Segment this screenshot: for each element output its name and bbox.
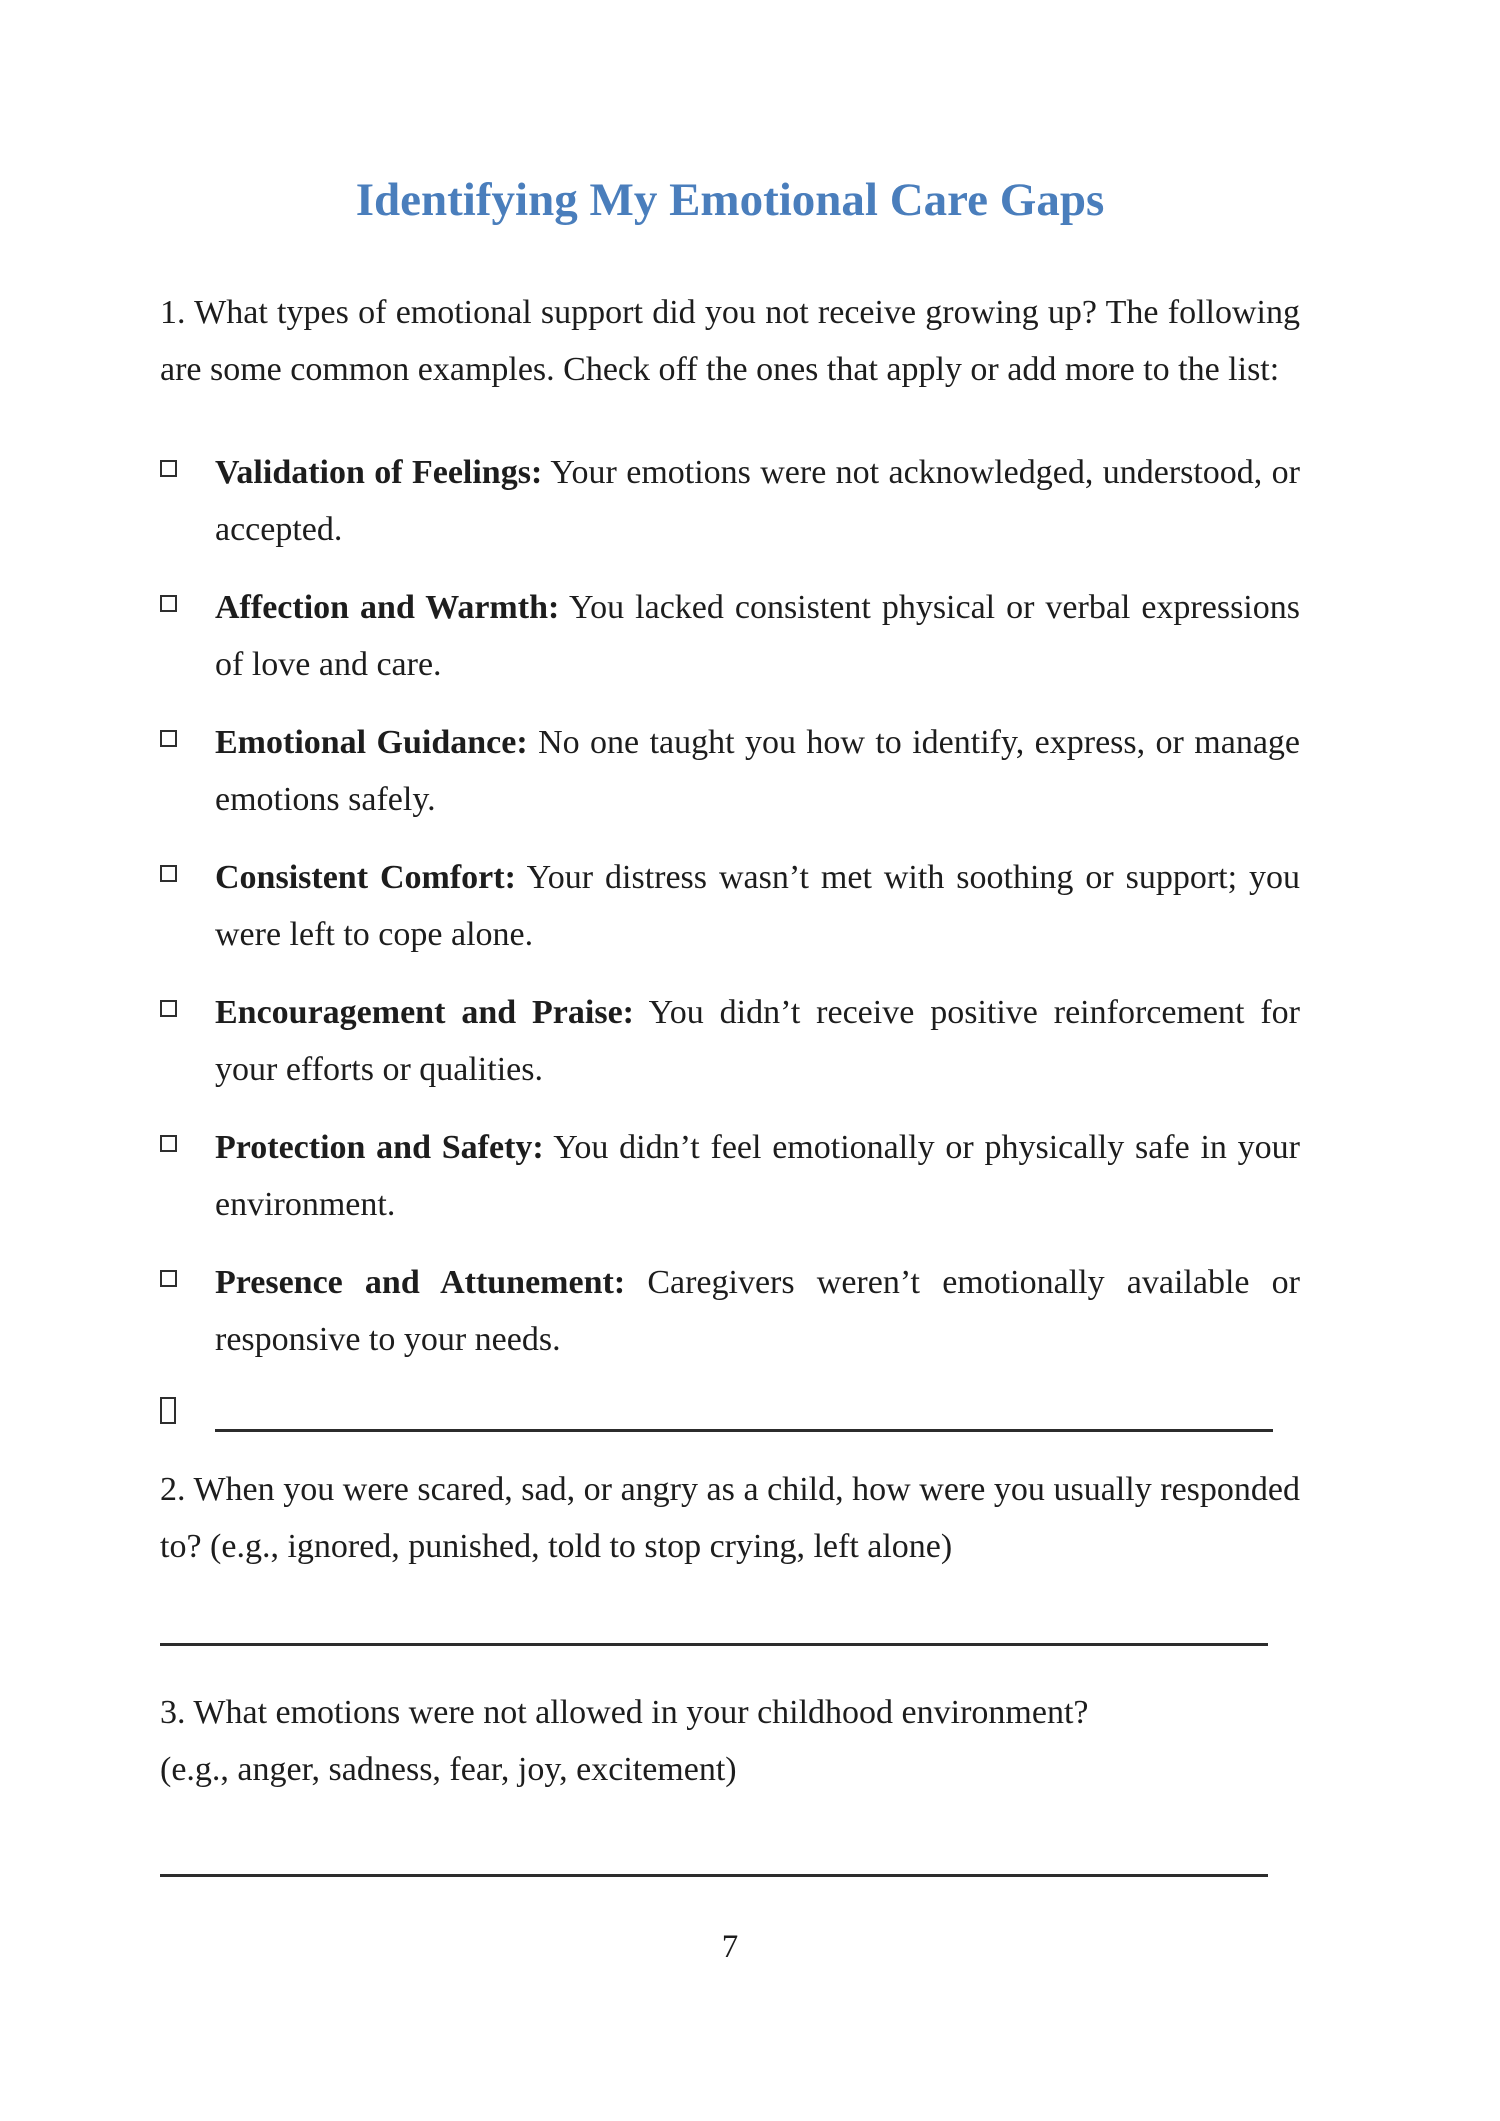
checklist-item-label: Consistent Comfort: xyxy=(215,859,516,896)
checklist-item-validation xyxy=(160,444,1300,558)
question2-answer-line[interactable] xyxy=(160,1643,1268,1646)
checkbox-presence[interactable] xyxy=(160,1270,177,1287)
checklist-item-text xyxy=(215,849,1300,963)
checkbox-cell xyxy=(160,444,215,558)
page-number: 7 xyxy=(721,1929,739,1965)
page-title: Identifying My Emotional Care Gaps xyxy=(355,174,1105,226)
checklist-item-description: Your distress wasn’t met with soothing or support; you were left to cope alone. xyxy=(215,859,1300,953)
checkbox-comfort[interactable] xyxy=(160,865,177,882)
checklist-item-label: Emotional Guidance: xyxy=(215,724,528,761)
checklist-item-presence xyxy=(160,1254,1300,1368)
checkbox-guidance[interactable] xyxy=(160,730,177,747)
checklist-item-text xyxy=(215,1119,1300,1233)
checklist-item-affection xyxy=(160,579,1300,693)
checkbox-cell xyxy=(160,1119,215,1233)
checklist-item-protection xyxy=(160,1119,1300,1233)
question3-prompt-line1: 3. What emotions were not allowed in your childhood environment? xyxy=(160,1694,1089,1731)
question3-prompt-line2: (e.g., anger, sadness, fear, joy, excitement) xyxy=(160,1751,737,1788)
checkbox-affection[interactable] xyxy=(160,595,177,612)
checkbox-encouragement[interactable] xyxy=(160,1000,177,1017)
checklist-item-description: Caregivers weren’t emotionally available or responsive to your needs. xyxy=(215,1264,1300,1358)
checklist-item-text xyxy=(215,444,1300,558)
checklist-item-text xyxy=(215,714,1300,828)
checklist-item-label: Validation of Feelings: xyxy=(215,454,543,491)
checkbox-cell xyxy=(160,579,215,693)
checklist-item-text xyxy=(215,579,1300,693)
checkbox-cell xyxy=(160,1254,215,1368)
checkbox-cell xyxy=(160,1389,215,1433)
checklist-item-encouragement xyxy=(160,984,1300,1098)
question2-prompt: 2. When you were scared, sad, or angry as a child, how were you usually responded to? (e.g., ignored, punished, told to stop crying, left alone) xyxy=(160,1471,1300,1565)
checklist-item-description: Your emotions were not acknowledged, understood, or accepted. xyxy=(215,454,1300,548)
checklist-item-other xyxy=(160,1389,1300,1433)
checklist-item-comfort xyxy=(160,849,1300,963)
checkbox-cell xyxy=(160,849,215,963)
question3-answer-line[interactable] xyxy=(160,1874,1268,1877)
checkbox-other[interactable] xyxy=(160,1397,176,1424)
checklist-item-label: Encouragement and Praise: xyxy=(215,994,634,1031)
checkbox-cell xyxy=(160,714,215,828)
checkbox-cell xyxy=(160,984,215,1098)
checklist-item-guidance xyxy=(160,714,1300,828)
checklist-item-description: You didn’t feel emotionally or physically safe in your environment. xyxy=(215,1129,1300,1223)
checklist-item-label: Affection and Warmth: xyxy=(215,589,560,626)
checklist-item-description: You didn’t receive positive reinforcement for your efforts or qualities. xyxy=(215,994,1300,1088)
emotional-support-checklist xyxy=(160,444,1300,1433)
checklist-item-description: You lacked consistent physical or verbal expressions of love and care. xyxy=(215,589,1300,683)
question3-prompt xyxy=(160,1684,1300,1798)
checklist-item-description: No one taught you how to identify, express, or manage emotions safely. xyxy=(215,724,1301,818)
checklist-item-label: Protection and Safety: xyxy=(215,1129,544,1166)
checkbox-protection[interactable] xyxy=(160,1135,177,1152)
other-option-write-line[interactable] xyxy=(215,1389,1273,1432)
checklist-item-text xyxy=(215,1254,1300,1368)
checklist-item-label: Presence and Attunement: xyxy=(215,1264,626,1301)
checklist-item-text xyxy=(215,984,1300,1098)
checkbox-validation[interactable] xyxy=(160,460,177,477)
question1-prompt: 1. What types of emotional support did you not receive growing up? The following are some common examples. Check off the ones that apply or add more to the list: xyxy=(160,294,1300,388)
